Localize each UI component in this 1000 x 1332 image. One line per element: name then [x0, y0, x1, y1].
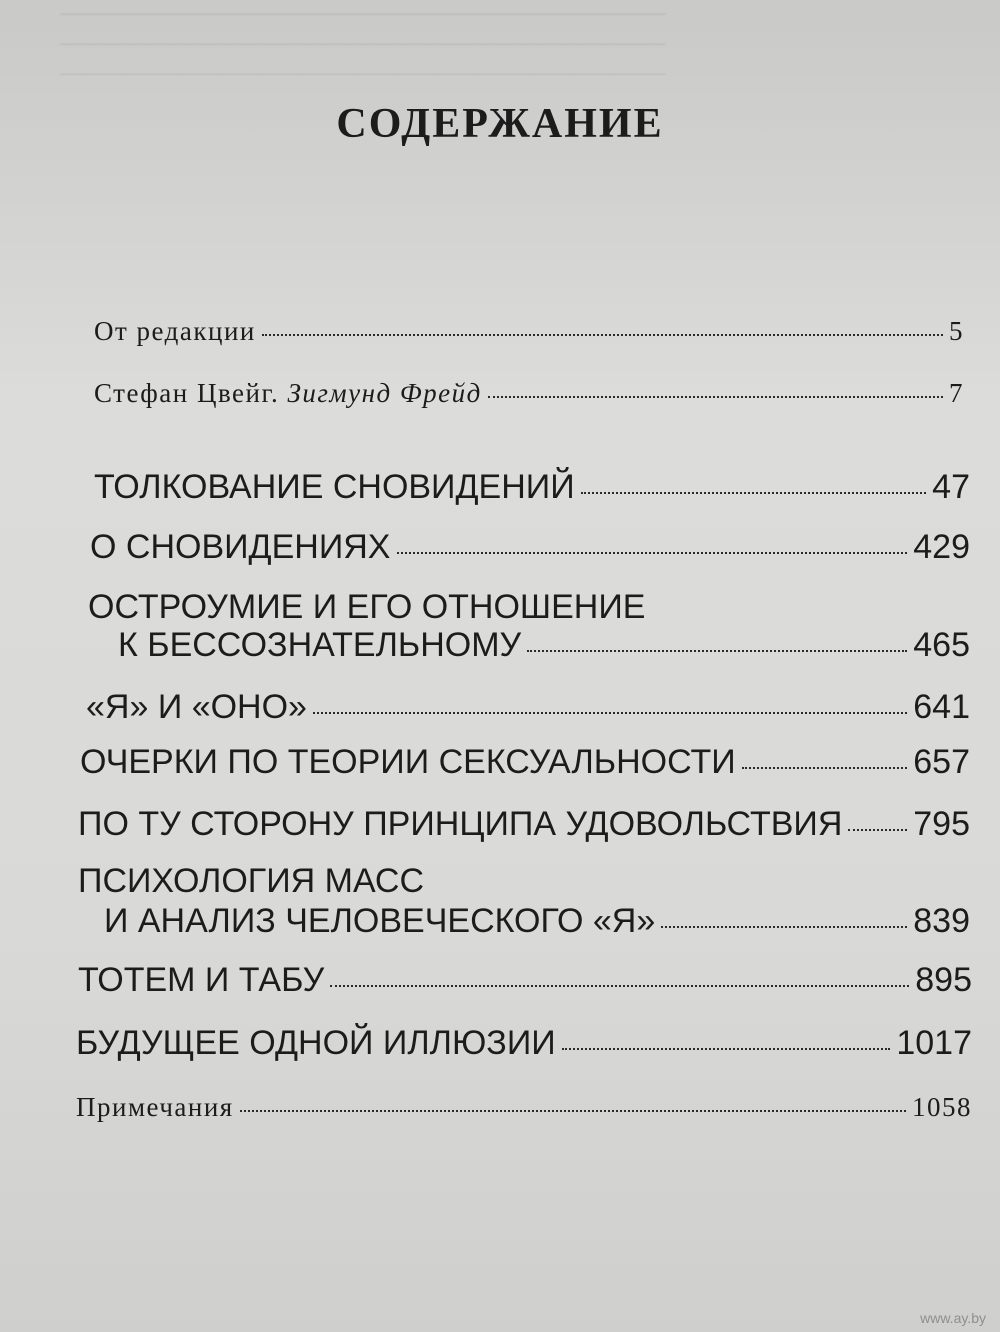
dot-leader: [562, 1048, 891, 1050]
toc-entry-title: Примечания: [76, 1092, 234, 1122]
toc-entry-title: ПО ТУ СТОРОНУ ПРИНЦИПА УДОВОЛЬСТВИЯ: [78, 805, 843, 843]
toc-entry: [76, 1092, 972, 1123]
toc-page-number: 1058: [912, 1092, 972, 1122]
toc-entry-title: О СНОВИДЕНИЯХ: [90, 528, 391, 566]
toc-entry-title: ТОТЕМ И ТАБУ: [78, 961, 325, 999]
toc-entry-title: ОЧЕРКИ ПО ТЕОРИИ СЕКСУАЛЬНОСТИ: [80, 743, 736, 781]
dot-leader: [848, 829, 907, 831]
toc-page-number: 5: [949, 316, 964, 346]
toc-entry: [76, 1024, 972, 1063]
dot-leader: [488, 396, 943, 398]
toc-entry-title: ОСТРОУМИЕ И ЕГО ОТНОШЕНИЕ: [88, 588, 646, 626]
toc-entry: [104, 902, 970, 941]
dot-leader: [313, 712, 907, 714]
dot-leader: [330, 985, 909, 987]
toc-entry: [118, 626, 970, 665]
toc-page-number: 895: [915, 961, 972, 999]
dot-leader: [262, 334, 943, 336]
show-through-text: ───────────────────────────────────────────── ───────────────────────────────────────────── ─────────────────────────────────────────────: [60, 4, 666, 85]
toc-page-number: 795: [913, 805, 970, 843]
dot-leader: [581, 492, 927, 494]
toc-entry-title: Зигмунд Фрейд: [287, 378, 482, 408]
toc-page-number: 429: [913, 528, 970, 566]
site-watermark: www.ay.by: [920, 1310, 986, 1326]
toc-entry-title: ТОЛКОВАНИЕ СНОВИДЕНИЙ: [94, 468, 575, 506]
toc-entry: [94, 378, 964, 409]
toc-page-number: 657: [913, 743, 970, 781]
toc-entry: [90, 528, 970, 567]
page-title: СОДЕРЖАНИЕ: [336, 101, 664, 147]
toc-entry-author: Стефан Цвейг.: [94, 378, 280, 408]
dot-leader: [397, 552, 908, 554]
toc-entry-title: БУДУЩЕЕ ОДНОЙ ИЛЛЮЗИИ: [76, 1024, 556, 1062]
toc-page-number: 465: [913, 626, 970, 664]
toc-entry-title-line2: И АНАЛИЗ ЧЕЛОВЕЧЕСКОГО «Я»: [104, 902, 656, 940]
dot-leader: [240, 1110, 906, 1112]
toc-page-number: 47: [932, 468, 970, 506]
toc-entry: [94, 468, 970, 507]
toc-entry: [86, 688, 970, 727]
toc-page-number: 641: [913, 688, 970, 726]
dot-leader: [742, 767, 908, 769]
toc-page-number: 839: [913, 902, 970, 940]
toc-page-number: 7: [949, 378, 964, 408]
toc-entry-title: ПСИХОЛОГИЯ МАСС: [78, 862, 425, 900]
dot-leader: [661, 926, 907, 928]
dot-leader: [527, 650, 907, 652]
toc-entry-title-line2: К БЕССОЗНАТЕЛЬНОМУ: [118, 626, 522, 664]
toc-entry-title: «Я» И «ОНО»: [86, 688, 307, 726]
toc-entry: [80, 743, 970, 782]
toc-page-number: 1017: [896, 1024, 972, 1062]
toc-entry: [94, 316, 964, 347]
toc-entry: [78, 805, 970, 844]
toc-entry: [78, 961, 972, 1000]
toc-entry-title: От редакции: [94, 316, 256, 346]
